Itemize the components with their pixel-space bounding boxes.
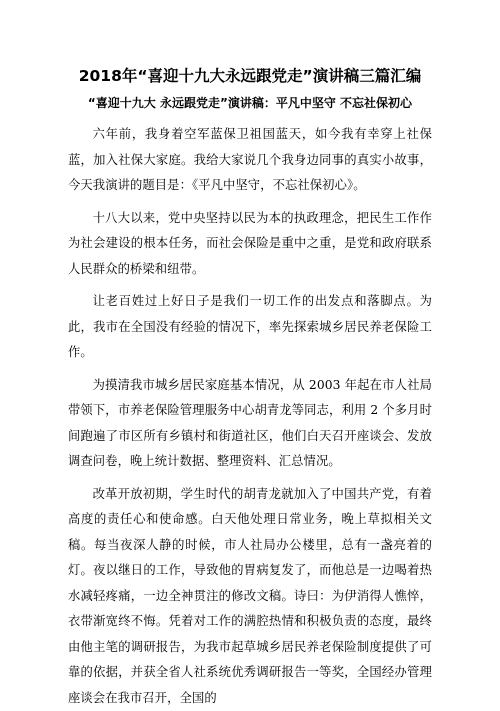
paragraph: 为摸清我市城乡居民家庭基本情况，从 2003 年起在市人社局带领下，市养老保险管理服务中心胡青龙等同志，利用 2 个多月时间跑遍了市区所有乡镇村和街道社区，他们白天召开座谈会、发放调查问卷，晚上统计数据、整理资料、汇总情况。 xyxy=(68,373,432,475)
document-body xyxy=(68,122,432,711)
paragraph: 六年前，我身着空军蓝保卫祖国蓝天，如今我有幸穿上社保蓝，加入社保大家庭。我给大家说几个我身边同事的真实小故事，今天我演讲的题目是：《平凡中坚守，不忘社保初心》。 xyxy=(68,122,432,199)
paragraph: 让老百姓过上好日子是我们一切工作的出发点和落脚点。为此，我市在全国没有经验的情况下，率先探索城乡居民养老保险工作。 xyxy=(68,289,432,366)
document-subtitle: “喜迎十九大 永远跟党走”演讲稿：平凡中坚守 不忘社保初心 xyxy=(68,94,432,112)
paragraph: 改革开放初期，学生时代的胡青龙就加入了中国共产党，有着高度的责任心和使命感。白天他处理日常业务，晚上草拟相关文稿。每当夜深人静的时候，市人社局办公楼里，总有一盏亮着的灯。夜以继日的工作，导致他的胃病复发了，而他总是一边喝着热水减轻疼痛，一边全神贯注的修改文稿。诗曰：为伊消得人憔悴，衣带渐宽终不悔。凭着对工作的满腔热情和积极负责的态度，最终由他主笔的调研报告，为我市起草城乡居民养老保险制度提供了可靠的依据，并获全省人社系统优秀调研报告一等奖，全国经办管理座谈会在我市召开，全国的 xyxy=(68,482,432,711)
document-title: 2018年“喜迎十九大永远跟党走”演讲稿三篇汇编 xyxy=(68,66,432,86)
paragraph: 十八大以来，党中央坚持以民为本的执政理念，把民生工作作为社会建设的根本任务，而社会保险是重中之重，是党和政府联系人民群众的桥梁和纽带。 xyxy=(68,206,432,283)
